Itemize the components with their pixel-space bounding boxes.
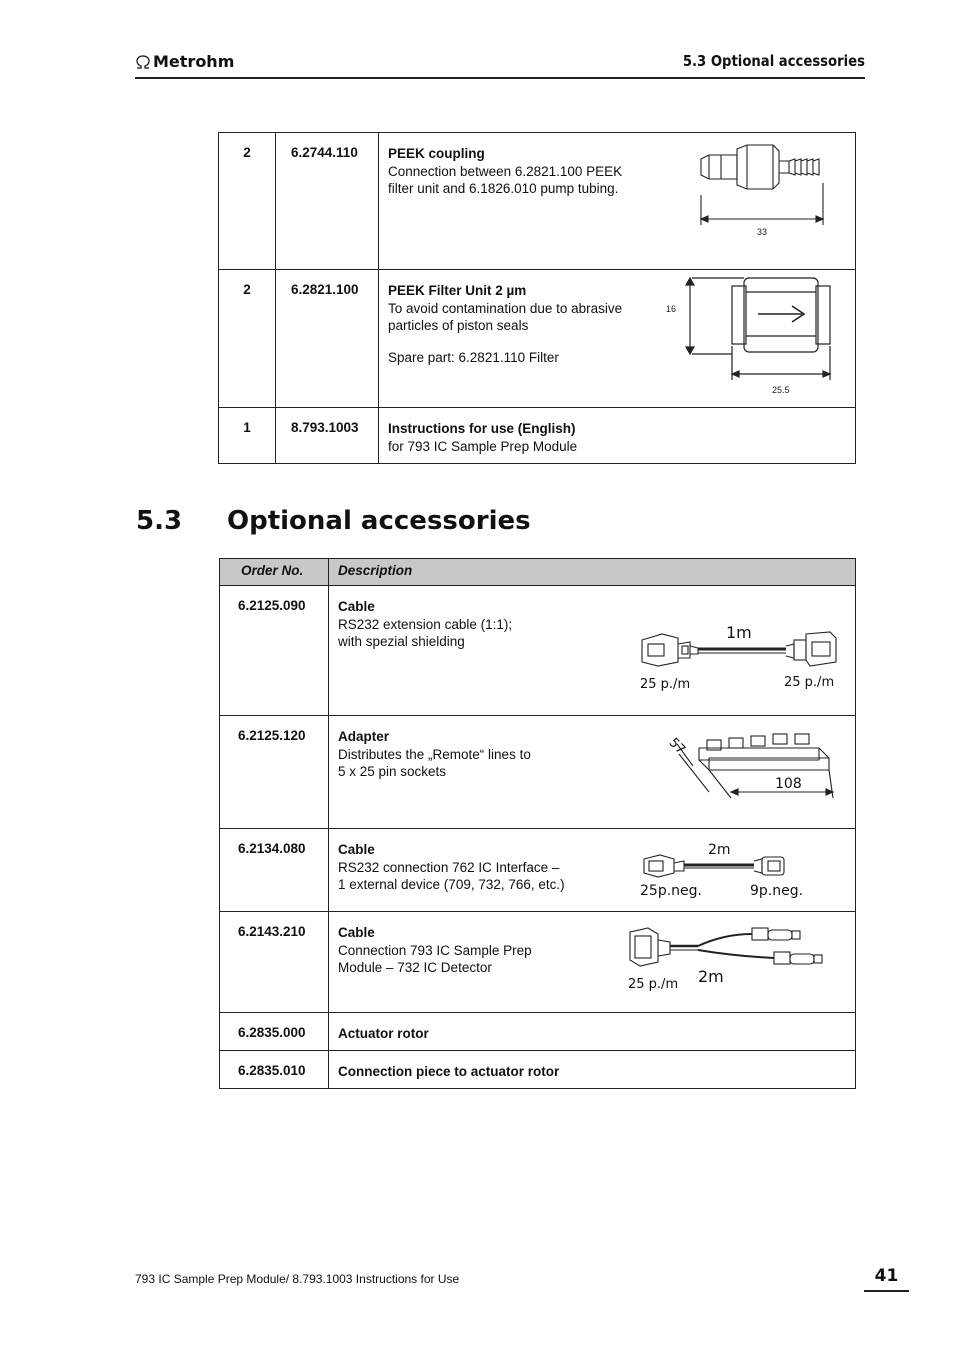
table-row — [220, 912, 856, 1013]
brand-name: Metrohm — [153, 52, 235, 71]
footer-text: 793 IC Sample Prep Module/ 8.793.1003 Instructions for Use — [135, 1272, 460, 1286]
cable-length-label: 1m — [726, 623, 752, 642]
accessories-table — [219, 558, 856, 1089]
item-line: Connection 793 IC Sample Prep — [338, 942, 532, 958]
order-no-cell: 6.2125.120 — [220, 716, 329, 829]
item-text: for 793 IC Sample Prep Module — [388, 438, 578, 454]
column-header-description: Description — [329, 559, 856, 586]
table-header-row — [220, 559, 856, 586]
item-title: Cable — [338, 599, 375, 614]
table-row — [220, 829, 856, 912]
section-heading — [136, 506, 531, 536]
description-cell — [329, 716, 856, 829]
rs232-extension-cable-drawing — [634, 622, 849, 697]
description-cell — [329, 586, 856, 716]
qty-cell: 1 — [219, 408, 276, 464]
item-text: To avoid contamination due to abrasive particles of piston seals — [388, 300, 623, 333]
qty-cell: 2 — [219, 133, 276, 270]
item-text: Connection between 6.2821.100 PEEK filter unit and 6.1826.010 pump tubing. — [388, 163, 623, 196]
height-dimension-label: 16 — [666, 304, 677, 314]
table-row — [219, 270, 856, 408]
order-no-cell: 6.2835.000 — [220, 1013, 329, 1051]
item-title: Cable — [338, 842, 375, 857]
description-cell — [329, 829, 856, 912]
item-line: Module – 732 IC Detector — [338, 960, 492, 975]
remote-adapter-drawing — [665, 732, 844, 824]
left-connector-label: 25 p./m — [640, 677, 691, 692]
order-no-cell: 6.2125.090 — [220, 586, 329, 716]
cable-length-label: 2m — [698, 967, 724, 986]
description-cell — [329, 912, 856, 1013]
right-connector-label: 9p.neg. — [750, 883, 804, 899]
filter-unit-drawing — [664, 274, 839, 399]
page-number: 41 — [864, 1266, 909, 1292]
item-title: PEEK coupling — [388, 146, 485, 161]
item-line: 1 external device (709, 732, 766, etc.) — [338, 877, 565, 892]
width-dimension-label: 25.5 — [772, 385, 790, 395]
description-cell: Actuator rotor — [329, 1013, 856, 1051]
item-title: PEEK Filter Unit 2 µm — [388, 283, 527, 298]
left-connector-label: 25p.neg. — [640, 883, 702, 899]
order-no-cell: 6.2143.210 — [220, 912, 329, 1013]
column-header-order-no: Order No. — [220, 559, 329, 586]
header-section-title: 5.3 Optional accessories — [682, 52, 865, 70]
table-row — [219, 133, 856, 270]
description-cell — [379, 133, 856, 270]
description-cell — [379, 408, 856, 464]
table-row — [220, 586, 856, 716]
table-row — [220, 716, 856, 829]
description-cell: Connection piece to actuator rotor — [329, 1051, 856, 1089]
description-cell — [379, 270, 856, 408]
item-title: Instructions for use (English) — [388, 421, 576, 436]
spare-part-text: Spare part: 6.2821.110 Filter — [388, 349, 559, 365]
width-dimension-label: 108 — [775, 776, 802, 792]
item-line: Distributes the „Remote“ lines to — [338, 746, 531, 762]
order-no-cell: 8.793.1003 — [276, 408, 379, 464]
item-line: RS232 extension cable (1:1); — [338, 616, 513, 632]
table-row — [220, 1051, 856, 1089]
dimension-label: 33 — [757, 227, 768, 237]
item-line: with spezial shielding — [338, 634, 465, 649]
item-title: Adapter — [338, 729, 390, 744]
cable-length-label: 2m — [708, 842, 731, 858]
item-line: RS232 connection 762 IC Interface – — [338, 859, 560, 875]
table-row — [219, 408, 856, 464]
omega-icon — [135, 54, 151, 70]
item-line: 5 x 25 pin sockets — [338, 764, 447, 779]
section-number: 5.3 — [136, 506, 183, 536]
order-no-cell: 6.2821.100 — [276, 270, 379, 408]
depth-dimension-label: 57 — [665, 735, 688, 758]
section-title-text: Optional accessories — [227, 506, 531, 536]
order-no-cell: 6.2835.010 — [220, 1051, 329, 1089]
page-header — [135, 48, 865, 79]
order-no-cell: 6.2134.080 — [220, 829, 329, 912]
table-row — [220, 1013, 856, 1051]
order-no-cell: 6.2744.110 — [276, 133, 379, 270]
parts-table — [218, 132, 856, 464]
brand-logo — [135, 52, 234, 71]
rs232-interface-cable-drawing — [634, 839, 829, 905]
right-connector-label: 25 p./m — [784, 675, 835, 690]
item-title: Cable — [338, 925, 375, 940]
peek-coupling-drawing — [689, 139, 839, 239]
qty-cell: 2 — [219, 270, 276, 408]
y-detector-cable-drawing — [624, 922, 829, 992]
connector-label: 25 p./m — [628, 977, 679, 992]
